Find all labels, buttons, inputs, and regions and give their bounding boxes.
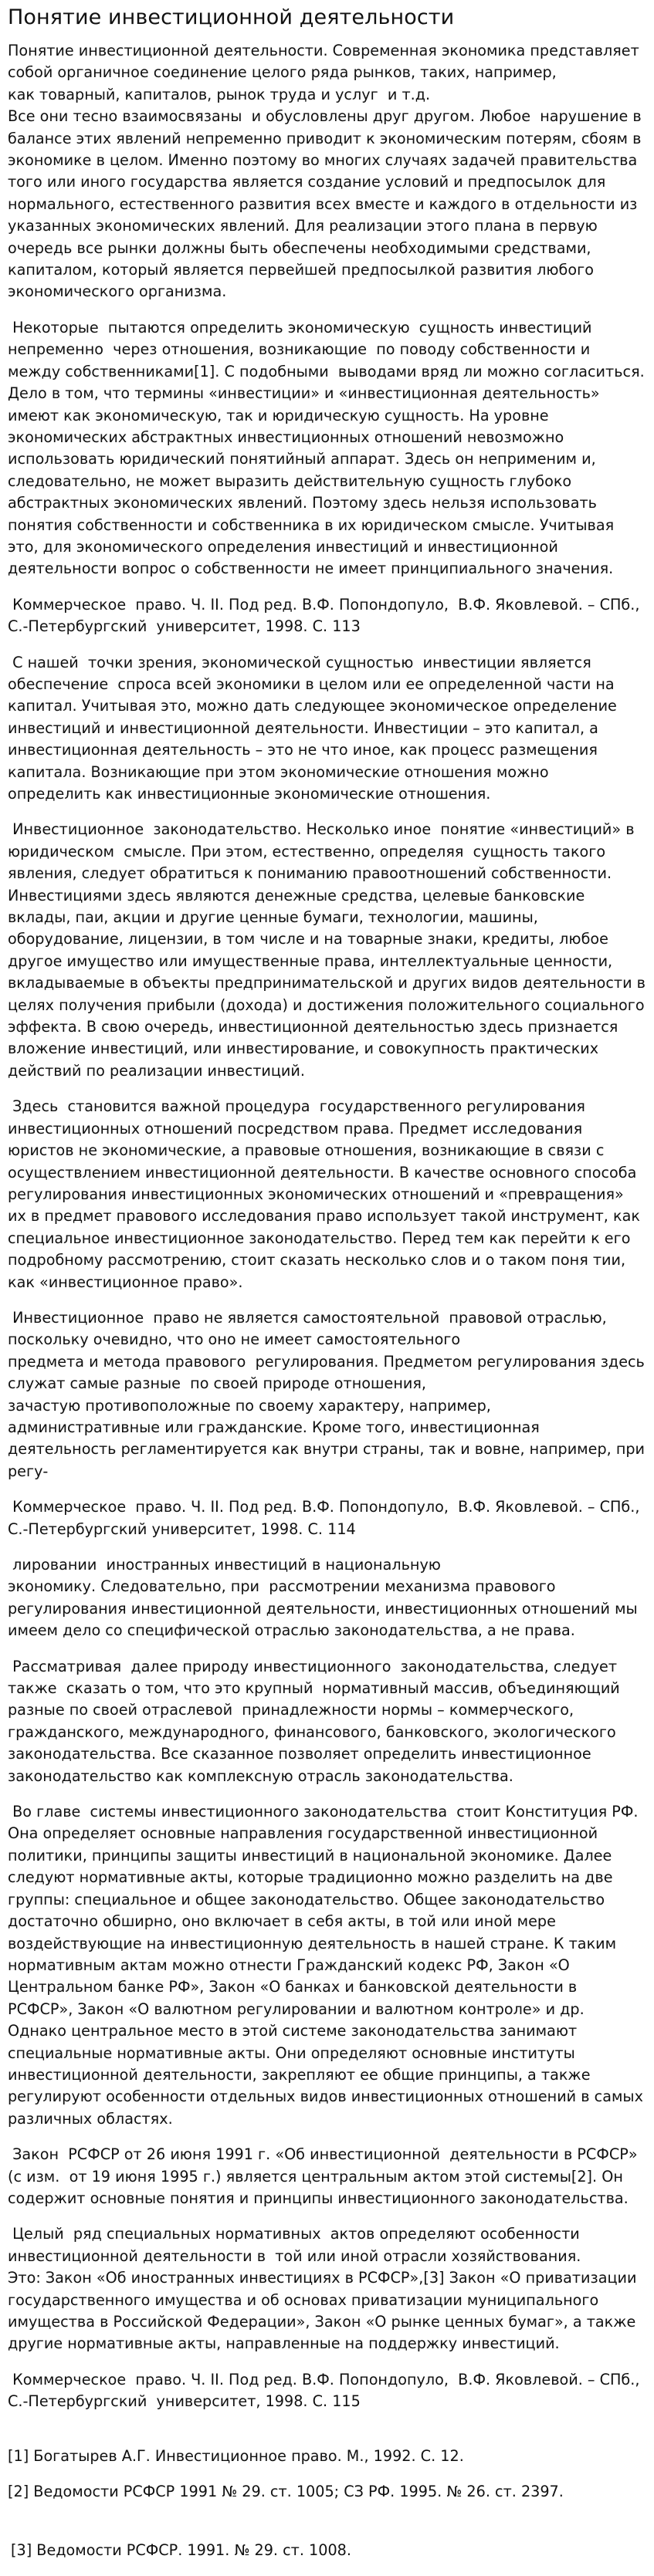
document-title: Понятие инвестиционной деятельности — [8, 5, 455, 29]
paragraph-investment-law: Инвестиционное право не является самостоятельной правовой отраслью, поскольку очевидно, что оно не имеет самостоятельного предмета и метода правового регулирования. Предметом регулирования здесь служат самые разные по своей природе отношения, зачастую противоположные по своему характеру, например, административные или гражданские. Кроме того, инвестиционная деятельность регламентируется как внутри страны, так и вовне, например, при регу- — [8, 1308, 646, 1480]
paragraph-state-regulation: Здесь становится важной процедура государственного регулирования инвестиционных отношений посредством права. Предмет исследования юристов не экономические, а правовые отношения, возникающие в связи с осуществлением инвестиционной деятельности. В качестве основного способа регулирования инвестиционных экономических отношений и «превращения» их в предмет правового исследования право использует такой инструмент, как специальное инвестиционное законодательство. Перед тем как перейти к его подробному рассмотрению, стоит сказать несколько слов и о таком поня тии, как «инвестиционное право». — [8, 1097, 646, 1291]
paragraph-rsfsr-law: Закон РСФСР от 26 июня 1991 г. «Об инвестиционной деятельности в РСФСР» (с изм. от 19 июня 1995 г.) является центральным актом этой системы[2]. Он содержит основные понятия и принципы инвестиционного законодательства. — [8, 2145, 642, 2207]
paragraph-legislation-system: Во главе системы инвестиционного законодательства стоит Конституция РФ. Она определяет основные направления государственной инвестиционной политики, принципы защиты инвестиций в национальной экономике. Далее следуют нормативные акты, которые традиционно можно разделить на две группы: специальное и общее законодательство. Общее законодательство достаточно обширно, оно включает в себя акты, в той или иной мере воздействующие на инвестиционную деятельность в нашей стране. К таким нормативным актам можно отнести Гражданский кодекс РФ, Закон «О Центральном банке РФ», Закон «О банках и банковской деятельности в РСФСР», Закон «О валютном регулировании и валютном контроле» и др. Однако центральное место в этой системе законодательства занимают специальные нормативные акты. Они определяют основные институты инвестиционной деятельности, закрепляют ее общие принципы, а также регулируют особенности отдельных видов инвестиционных отношений в самых различных областях. — [8, 1803, 649, 2128]
paragraph-investment-legislation: Инвестиционное законодательство. Несколько иное понятие «инвестиций» в юридическом смысле. При этом, естественно, определяя сущность такого явления, следует обратиться к пониманию правоотношений собственности. Инвестициями здесь являются денежные средства, целевые банковские вклады, паи, акции и другие ценные бумаги, технологии, машины, оборудование, лицензии, в том числе и на товарные знаки, кредиты, любое другое имущество или имущественные права, интеллектуальные ценности, вкладываемые в объекты предпринимательской и других видов деятельности в целях получения прибыли (дохода) и достижения положительного социального эффекта. В свою очередь, инвестиционной деятельностью здесь признается вложение инвестиций, или инвестирование, и совокупность практических действий по реализации инвестиций. — [8, 820, 651, 1080]
footnote: [1] Богатырев А.Г. Инвестиционное право. М., 1992. С. 12. — [8, 2446, 464, 2465]
document — [8, 0, 651, 2576]
footnote: [3] Ведомости РСФСР. 1991. № 29. ст. 1008. — [11, 2541, 351, 2560]
source-citation: Коммерческое право. Ч. II. Под ред. В.Ф. Попондопуло, В.Ф. Яковлевой. – СПб., С.-Петербургский университет, 1998. С. 114 — [8, 1498, 645, 1538]
source-citation: Коммерческое право. Ч. II. Под ред. В.Ф. Попондопуло, В.Ф. Яковлевой. – СПб., С.-Петербургский университет, 1998. С. 113 — [8, 595, 645, 636]
paragraph-legislation-nature: Рассматривая далее природу инвестиционного законодательства, следует также сказать о том, что это крупный нормативный массив, объединяющий разные по своей отраслевой принадлежности нормы – коммерческого, гражданского, международного, финансового, банковского, экологического законодательства. Все сказанное позволяет определить инвестиционное законодательство как комплексную отрасль законодательства. — [8, 1657, 629, 1785]
paragraph-economic-definition: С нашей точки зрения, экономической сущностью инвестиции является обеспечение спроса всей экономики в целом или ее определенной части на капитал. Учитывая это, можно дать следующее экономическое определение инвестиций и инвестиционной деятельности. Инвестиции – это капитал, а инвестиционная деятельность – это не что иное, как процесс размещения капитала. Возникающие при этом экономические отношения можно определить как инвестиционные экономические отношения. — [8, 653, 622, 803]
paragraph-intro: Понятие инвестиционной деятельности. Современная экономика представляет собой органичное соединение целого ряда рынков, таких, например, как товарный, капиталов, рынок труда и услуг и т.д. Все они тесно взаимосвязаны и обусловлены друг другом. Любое нарушение в балансе этих явлений непременно приводит к экономическим потерям, сбоям в экономике в целом. Именно поэтому во многих случаях задачей правительства того или иного государства является создание условий и предпосылок для нормального, естественного развития всех вместе и каждого в отдельности из указанных экономических явлений. Для реализации этого плана в первую очередь все рынки должны быть обеспечены необходимыми средствами, капиталом, который является первейшей предпосылкой развития любого экономического организма. — [8, 42, 642, 301]
paragraph-special-acts: Целый ряд специальных нормативных актов определяют особенности инвестиционной деятельности в той или иной отрасли хозяйствования. Это: Закон «Об иностранных инвестициях в РСФСР»,[3] Закон «О приватизации государственного имущества и об основах приватизации муниципального имущества в Российской Федерации», Закон «О рынке ценных бумаг», а также другие нормативные акты, направленные на поддержку инвестиций. — [8, 2225, 637, 2353]
paragraph-essence: Некоторые пытаются определить экономическую сущность инвестиций непременно через отношения, возникающие по поводу собственности и между собственниками[1]. С подобными выводами вряд ли можно согласиться. Дело в том, что термины «инвестиции» и «инвестиционная деятельность» имеют как экономическую, так и юридическую сущность. На уровне экономических абстрактных инвестиционных отношений невозможно использовать юридический понятийный аппарат. Здесь он неприменим и, следовательно, не может выразить действительную сущность глубоко абстрактных экономических явлений. Поэтому здесь нельзя использовать понятия собственности и собственника в их юридическом смысле. Учитывая это, для экономического определения инвестиций и инвестиционной деятельности вопрос о собственности не имеет принципиального значения. — [8, 318, 649, 578]
footnotes — [8, 2446, 646, 2562]
footnote: [2] Ведомости РСФСР 1991 № 29. ст. 1005; СЗ РФ. 1995. № 26. ст. 2397. — [8, 2483, 564, 2501]
paragraph-foreign-investment: лировании иностранных инвестиций в национальную экономику. Следовательно, при рассмотрении механизма правового регулирования инвестиционной деятельности, инвестиционных отношений мы имеем дело со специфической отраслью законодательства, а не права. — [8, 1556, 638, 1640]
source-citation: Коммерческое право. Ч. II. Под ред. В.Ф. Попондопуло, В.Ф. Яковлевой. – СПб., С.-Петербургский университет, 1998. С. 115 — [8, 2370, 645, 2411]
